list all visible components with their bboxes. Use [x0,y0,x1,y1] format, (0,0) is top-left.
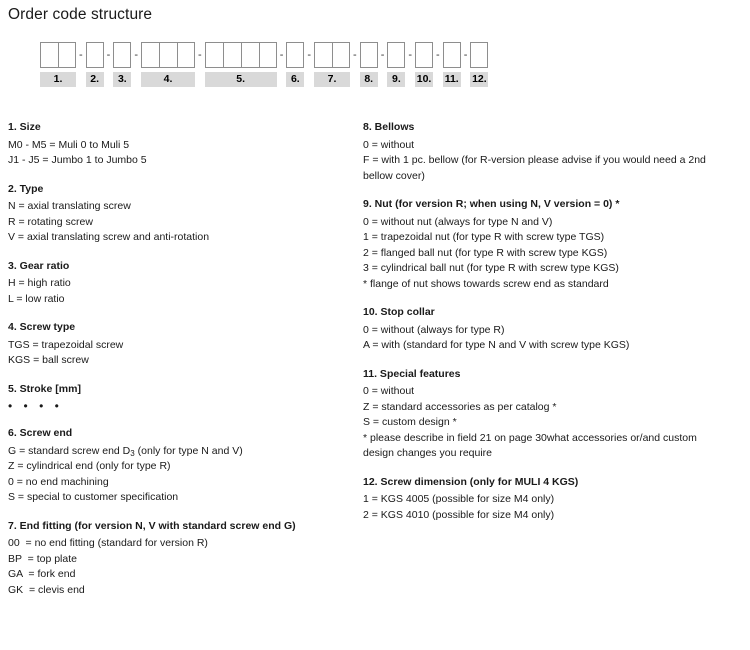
spec-line: S = special to customer specification [8,491,179,503]
code-field-number: 7. [314,72,350,87]
code-cell[interactable] [314,42,332,68]
code-field-number: 5. [205,72,277,87]
code-field-11[interactable] [443,42,461,87]
code-field-number: 1. [40,72,76,87]
spec-line: design changes you require [363,447,493,459]
code-cell[interactable] [159,42,177,68]
spec-line: S = custom design * [363,416,457,428]
spec-line: GA = fork end [8,568,76,580]
code-field-boxes[interactable] [360,42,378,68]
code-field-4[interactable] [141,42,195,87]
spec-block-heading: 9. Nut (for version R; when using N, V version = 0) * [363,198,620,210]
code-separator: - [106,49,111,61]
spec-block-heading: 8. Bellows [363,121,415,133]
code-cell[interactable] [332,42,350,68]
code-field-number: 9. [387,72,405,87]
code-field-boxes[interactable] [387,42,405,68]
spec-block-heading: 11. Special features [363,367,461,380]
spec-line: Z = standard accessories as per catalog * [363,400,557,413]
spec-block [363,367,743,462]
code-field-boxes[interactable] [86,42,104,68]
code-field-2[interactable] [86,42,104,87]
spec-block [8,320,338,369]
code-cell[interactable] [113,42,131,68]
spec-line: KGS = ball screw [8,354,89,366]
spec-block [8,426,338,506]
code-field-number: 12. [472,73,487,85]
code-cell[interactable] [223,42,241,68]
code-cell[interactable] [443,42,461,68]
spec-line: N = axial translating screw [8,200,131,212]
spec-line: * please describe in field 21 on page 30what accessories or/and custom [363,431,697,444]
spec-block [363,120,743,184]
code-separator: - [463,49,468,61]
code-separator: - [198,49,202,61]
code-separator: - [353,49,357,61]
code-separator: - [79,49,83,61]
code-cell[interactable] [86,42,104,68]
spec-line: 0 = without [363,138,415,151]
code-field-9[interactable] [387,42,405,87]
spec-line: 00 = no end fitting (standard for version R) [8,537,208,549]
code-separator: - [380,49,385,61]
order-code-diagram [40,42,488,87]
code-cell[interactable] [177,42,195,68]
spec-line: 0 = without nut (always for type N and V) [363,215,553,228]
spec-block-heading: 3. Gear ratio [8,259,70,272]
code-separator: - [134,49,139,61]
code-field-5[interactable] [205,42,277,87]
code-field-boxes[interactable] [314,42,350,68]
spec-block-heading: 2. Type [8,182,44,195]
code-cell[interactable] [205,42,223,68]
spec-line: Z = cylindrical end (only for type R) [8,460,171,472]
code-field-boxes[interactable] [141,42,195,68]
code-separator: - [436,49,440,61]
code-field-boxes[interactable] [415,42,433,68]
spec-line: J1 - J5 = Jumbo 1 to Jumbo 5 [8,154,147,166]
spec-line: GK = clevis end [8,583,85,596]
right-text-column [363,120,743,536]
spec-line: TGS = trapezoidal screw [8,338,124,351]
spec-line: V = axial translating screw and anti-rotation [8,231,210,243]
code-field-boxes[interactable] [470,42,488,68]
spec-line: 0 = without [363,385,415,397]
code-field-boxes[interactable] [286,42,304,68]
spec-block [363,305,743,354]
left-text-column [8,120,338,611]
code-separator: - [408,49,413,61]
spec-line: 2 = flanged ball nut (for type R with screw type KGS) [363,246,608,259]
code-cell[interactable] [141,42,159,68]
code-field-7[interactable] [314,42,350,87]
spec-line: • • • • [8,399,63,413]
code-cell[interactable] [58,42,76,68]
spec-line: A = with (standard for type N and V with screw type KGS) [363,339,630,351]
spec-block [8,519,338,599]
code-separator: - [279,49,284,61]
code-field-number: 8. [360,72,378,87]
spec-block-heading: 1. Size [8,121,41,133]
spec-line: 2 = KGS 4010 (possible for size M4 only) [363,508,555,521]
spec-block-heading: 5. Stroke [mm] [8,382,81,395]
spec-block [363,475,743,524]
spec-block [8,120,338,169]
code-field-boxes[interactable] [113,42,131,68]
spec-line: 0 = without (always for type R) [363,323,505,336]
spec-block-heading: 7. End fitting (for version N, V with standard screw end G) [8,519,296,532]
spec-line: bellow cover) [363,169,425,182]
spec-line: H = high ratio [8,277,71,289]
code-cell[interactable] [387,42,405,68]
spec-line: 0 = no end machining [8,475,109,488]
code-field-number: 3. [113,72,131,87]
spec-line: F = with 1 pc. bellow (for R-version please advise if you would need a 2nd [363,154,706,166]
spec-line: * flange of nut shows towards screw end as standard [363,277,609,290]
code-field-number: 2. [86,72,104,87]
code-cell[interactable] [360,42,378,68]
code-cell[interactable] [241,42,259,68]
code-field-number: 4. [141,72,195,87]
spec-line: M0 - M5 = Muli 0 to Muli 5 [8,138,130,151]
code-cell[interactable] [415,42,433,68]
spec-block-heading: 6. Screw end [8,427,73,439]
spec-block-heading: 4. Screw type [8,321,76,333]
spec-line: BP = top plate [8,552,77,565]
code-cell[interactable] [40,42,58,68]
spec-block [8,382,338,414]
code-field-boxes[interactable] [205,42,277,68]
code-cell[interactable] [470,42,488,68]
code-field-boxes[interactable] [40,42,76,68]
spec-line: L = low ratio [8,292,65,305]
code-cell[interactable] [286,42,304,68]
code-field-12[interactable] [470,42,488,87]
code-field-number: 10. [416,73,432,85]
spec-block [8,182,338,246]
spec-block-heading: 10. Stop collar [363,306,435,318]
spec-line: 1 = trapezoidal nut (for type R with screw type TGS) [363,231,605,243]
code-field-number: 6. [286,72,304,87]
spec-line: 1 = KGS 4005 (possible for size M4 only) [363,493,555,505]
code-separator: - [307,49,312,61]
spec-block-heading: 12. Screw dimension (only for MULI 4 KGS) [363,475,579,488]
code-field-1[interactable] [40,42,76,87]
code-field-3[interactable] [113,42,131,87]
code-field-10[interactable] [415,42,433,87]
page-title: Order code structure [8,6,153,23]
spec-line: R = rotating screw [8,215,93,228]
code-field-8[interactable] [360,42,378,87]
code-cell[interactable] [259,42,277,68]
code-field-number: 11. [444,73,459,85]
spec-block [363,197,743,292]
code-field-6[interactable] [286,42,304,87]
code-field-boxes[interactable] [443,42,461,68]
spec-line: G = standard screw end $D_3$ (only for type N and V) [8,444,243,458]
spec-block [8,259,338,308]
spec-line: 3 = cylindrical ball nut (for type R with screw type KGS) [363,262,619,274]
